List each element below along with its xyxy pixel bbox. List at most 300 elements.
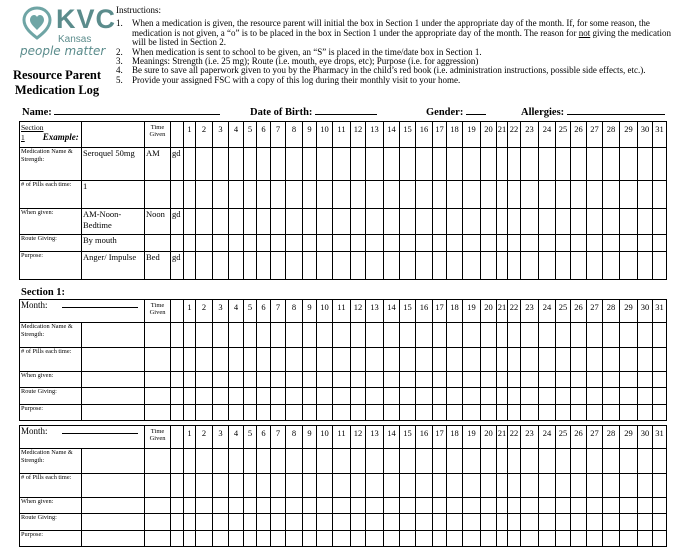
- day-cell[interactable]: [653, 474, 667, 498]
- day-cell[interactable]: [303, 474, 317, 498]
- day-cell[interactable]: [416, 323, 433, 348]
- day-cell[interactable]: [571, 148, 587, 181]
- day-cell[interactable]: [508, 209, 521, 235]
- day-cell[interactable]: [447, 252, 463, 280]
- day-cell[interactable]: [556, 388, 571, 405]
- day-cell[interactable]: [229, 252, 244, 280]
- day-cell[interactable]: [603, 514, 620, 531]
- day-cell[interactable]: [286, 235, 303, 252]
- day-cell[interactable]: [638, 252, 653, 280]
- day-cell[interactable]: [556, 372, 571, 388]
- day-cell[interactable]: [257, 252, 271, 280]
- day-cell[interactable]: [317, 252, 333, 280]
- day-cell[interactable]: [497, 514, 508, 531]
- month-cell[interactable]: [20, 300, 145, 323]
- day-cell[interactable]: [244, 252, 257, 280]
- day-cell[interactable]: [433, 209, 447, 235]
- day-cell[interactable]: [653, 252, 667, 280]
- day-cell[interactable]: [196, 148, 213, 181]
- day-cell[interactable]: [587, 148, 603, 181]
- day-cell[interactable]: [229, 531, 244, 547]
- day-cell[interactable]: [620, 449, 638, 474]
- day-cell[interactable]: [317, 388, 333, 405]
- day-cell[interactable]: [556, 498, 571, 514]
- day-cell[interactable]: [556, 235, 571, 252]
- day-cell[interactable]: [196, 323, 213, 348]
- entry-cell[interactable]: [82, 348, 145, 372]
- day-cell[interactable]: [271, 474, 286, 498]
- day-cell[interactable]: [333, 388, 351, 405]
- day-cell[interactable]: [620, 405, 638, 421]
- day-cell[interactable]: [333, 405, 351, 421]
- gender-field[interactable]: [426, 105, 486, 118]
- day-cell[interactable]: [333, 209, 351, 235]
- day-cell[interactable]: [303, 323, 317, 348]
- day-cell[interactable]: [433, 148, 447, 181]
- day-cell[interactable]: [196, 449, 213, 474]
- day-cell[interactable]: [271, 235, 286, 252]
- day-cell[interactable]: [271, 181, 286, 209]
- day-cell[interactable]: [366, 498, 384, 514]
- allergies-field[interactable]: [521, 105, 665, 118]
- day-cell[interactable]: [257, 148, 271, 181]
- day-cell[interactable]: [303, 348, 317, 372]
- day-cell[interactable]: [653, 181, 667, 209]
- day-cell[interactable]: [653, 405, 667, 421]
- entry-cell[interactable]: [145, 323, 171, 348]
- day-cell[interactable]: [196, 474, 213, 498]
- day-cell[interactable]: [184, 405, 196, 421]
- day-cell[interactable]: [447, 405, 463, 421]
- day-cell[interactable]: [539, 209, 556, 235]
- entry-cell[interactable]: [82, 323, 145, 348]
- day-cell[interactable]: [196, 209, 213, 235]
- day-cell[interactable]: [416, 449, 433, 474]
- day-cell[interactable]: [653, 498, 667, 514]
- day-cell[interactable]: [333, 531, 351, 547]
- day-cell[interactable]: [257, 181, 271, 209]
- day-cell[interactable]: [400, 252, 416, 280]
- day-cell[interactable]: [539, 181, 556, 209]
- day-cell[interactable]: [463, 474, 481, 498]
- day-cell[interactable]: [603, 181, 620, 209]
- day-cell[interactable]: [213, 235, 229, 252]
- day-cell[interactable]: [603, 405, 620, 421]
- day-cell[interactable]: [653, 514, 667, 531]
- day-cell[interactable]: [521, 388, 539, 405]
- day-cell[interactable]: [433, 372, 447, 388]
- day-cell[interactable]: [587, 449, 603, 474]
- day-cell[interactable]: [433, 498, 447, 514]
- day-cell[interactable]: [400, 531, 416, 547]
- day-cell[interactable]: [539, 252, 556, 280]
- day-cell[interactable]: [229, 323, 244, 348]
- day-cell[interactable]: [257, 235, 271, 252]
- day-cell[interactable]: [384, 449, 400, 474]
- day-cell[interactable]: [508, 148, 521, 181]
- day-cell[interactable]: [587, 252, 603, 280]
- day-cell[interactable]: [317, 514, 333, 531]
- day-cell[interactable]: [571, 235, 587, 252]
- day-cell[interactable]: [400, 388, 416, 405]
- day-cell[interactable]: [257, 514, 271, 531]
- day-cell[interactable]: [521, 474, 539, 498]
- day-cell[interactable]: [556, 148, 571, 181]
- day-cell[interactable]: [508, 388, 521, 405]
- day-cell[interactable]: [416, 252, 433, 280]
- day-cell[interactable]: [539, 449, 556, 474]
- day-cell[interactable]: [384, 348, 400, 372]
- day-cell[interactable]: [571, 388, 587, 405]
- day-cell[interactable]: [508, 449, 521, 474]
- day-cell[interactable]: [244, 323, 257, 348]
- day-cell[interactable]: [257, 348, 271, 372]
- day-cell[interactable]: [603, 348, 620, 372]
- day-cell[interactable]: [229, 148, 244, 181]
- day-cell[interactable]: [184, 148, 196, 181]
- day-cell[interactable]: [271, 252, 286, 280]
- day-cell[interactable]: [366, 388, 384, 405]
- day-cell[interactable]: [638, 388, 653, 405]
- day-cell[interactable]: [366, 405, 384, 421]
- day-cell[interactable]: [447, 235, 463, 252]
- day-cell[interactable]: [384, 148, 400, 181]
- day-cell[interactable]: [400, 372, 416, 388]
- day-cell[interactable]: [481, 181, 497, 209]
- day-cell[interactable]: [620, 181, 638, 209]
- day-cell[interactable]: [539, 148, 556, 181]
- day-cell[interactable]: [384, 514, 400, 531]
- day-cell[interactable]: [447, 348, 463, 372]
- day-cell[interactable]: [571, 405, 587, 421]
- day-cell[interactable]: [571, 252, 587, 280]
- day-cell[interactable]: [271, 372, 286, 388]
- day-cell[interactable]: [229, 388, 244, 405]
- day-cell[interactable]: [366, 372, 384, 388]
- day-cell[interactable]: [463, 514, 481, 531]
- day-cell[interactable]: [556, 181, 571, 209]
- day-cell[interactable]: [508, 181, 521, 209]
- day-cell[interactable]: [587, 235, 603, 252]
- day-cell[interactable]: [653, 372, 667, 388]
- day-cell[interactable]: [539, 235, 556, 252]
- day-cell[interactable]: [416, 498, 433, 514]
- day-cell[interactable]: [620, 323, 638, 348]
- day-cell[interactable]: [447, 388, 463, 405]
- day-cell[interactable]: [620, 348, 638, 372]
- day-cell[interactable]: [521, 235, 539, 252]
- day-cell[interactable]: [497, 148, 508, 181]
- entry-cell[interactable]: [171, 449, 184, 474]
- day-cell[interactable]: [303, 372, 317, 388]
- day-cell[interactable]: [184, 252, 196, 280]
- day-cell[interactable]: [416, 514, 433, 531]
- day-cell[interactable]: [556, 323, 571, 348]
- day-cell[interactable]: [384, 181, 400, 209]
- day-cell[interactable]: [497, 348, 508, 372]
- entry-cell[interactable]: [171, 372, 184, 388]
- day-cell[interactable]: [229, 209, 244, 235]
- day-cell[interactable]: [497, 323, 508, 348]
- day-cell[interactable]: [587, 474, 603, 498]
- day-cell[interactable]: [638, 323, 653, 348]
- day-cell[interactable]: [244, 235, 257, 252]
- day-cell[interactable]: [416, 148, 433, 181]
- day-cell[interactable]: [333, 514, 351, 531]
- day-cell[interactable]: [257, 209, 271, 235]
- day-cell[interactable]: [213, 405, 229, 421]
- day-cell[interactable]: [229, 498, 244, 514]
- day-cell[interactable]: [351, 388, 366, 405]
- day-cell[interactable]: [497, 181, 508, 209]
- day-cell[interactable]: [481, 531, 497, 547]
- day-cell[interactable]: [317, 148, 333, 181]
- day-cell[interactable]: [213, 449, 229, 474]
- day-cell[interactable]: [433, 474, 447, 498]
- day-cell[interactable]: [481, 388, 497, 405]
- day-cell[interactable]: [521, 252, 539, 280]
- entry-cell[interactable]: [145, 348, 171, 372]
- day-cell[interactable]: [497, 209, 508, 235]
- day-cell[interactable]: [271, 449, 286, 474]
- day-cell[interactable]: [481, 474, 497, 498]
- day-cell[interactable]: [303, 388, 317, 405]
- day-cell[interactable]: [463, 209, 481, 235]
- day-cell[interactable]: [556, 209, 571, 235]
- day-cell[interactable]: [400, 449, 416, 474]
- day-cell[interactable]: [333, 252, 351, 280]
- day-cell[interactable]: [620, 372, 638, 388]
- day-cell[interactable]: [400, 498, 416, 514]
- day-cell[interactable]: [196, 531, 213, 547]
- day-cell[interactable]: [317, 474, 333, 498]
- day-cell[interactable]: [366, 209, 384, 235]
- day-cell[interactable]: [286, 372, 303, 388]
- day-cell[interactable]: [184, 209, 196, 235]
- day-cell[interactable]: [571, 372, 587, 388]
- entry-cell[interactable]: [145, 449, 171, 474]
- day-cell[interactable]: [351, 323, 366, 348]
- day-cell[interactable]: [257, 323, 271, 348]
- day-cell[interactable]: [213, 323, 229, 348]
- day-cell[interactable]: [587, 372, 603, 388]
- day-cell[interactable]: [351, 405, 366, 421]
- day-cell[interactable]: [497, 405, 508, 421]
- day-cell[interactable]: [196, 372, 213, 388]
- day-cell[interactable]: [603, 531, 620, 547]
- day-cell[interactable]: [400, 209, 416, 235]
- day-cell[interactable]: [351, 474, 366, 498]
- day-cell[interactable]: [539, 498, 556, 514]
- empty-cell[interactable]: [145, 235, 171, 252]
- day-cell[interactable]: [351, 449, 366, 474]
- day-cell[interactable]: [229, 474, 244, 498]
- day-cell[interactable]: [416, 388, 433, 405]
- day-cell[interactable]: [317, 498, 333, 514]
- day-cell[interactable]: [286, 449, 303, 474]
- day-cell[interactable]: [384, 372, 400, 388]
- day-cell[interactable]: [303, 181, 317, 209]
- day-cell[interactable]: [620, 148, 638, 181]
- day-cell[interactable]: [400, 474, 416, 498]
- day-cell[interactable]: [184, 449, 196, 474]
- day-cell[interactable]: [571, 323, 587, 348]
- month-input-line[interactable]: [62, 426, 138, 434]
- day-cell[interactable]: [196, 405, 213, 421]
- day-cell[interactable]: [620, 252, 638, 280]
- day-cell[interactable]: [184, 388, 196, 405]
- day-cell[interactable]: [271, 388, 286, 405]
- day-cell[interactable]: [508, 252, 521, 280]
- day-cell[interactable]: [244, 148, 257, 181]
- day-cell[interactable]: [317, 235, 333, 252]
- day-cell[interactable]: [571, 474, 587, 498]
- day-cell[interactable]: [638, 181, 653, 209]
- day-cell[interactable]: [229, 405, 244, 421]
- day-cell[interactable]: [229, 449, 244, 474]
- day-cell[interactable]: [271, 405, 286, 421]
- day-cell[interactable]: [366, 181, 384, 209]
- day-cell[interactable]: [556, 348, 571, 372]
- day-cell[interactable]: [521, 449, 539, 474]
- day-cell[interactable]: [366, 474, 384, 498]
- day-cell[interactable]: [400, 323, 416, 348]
- day-cell[interactable]: [556, 405, 571, 421]
- entry-cell[interactable]: [171, 498, 184, 514]
- day-cell[interactable]: [571, 498, 587, 514]
- day-cell[interactable]: [257, 405, 271, 421]
- day-cell[interactable]: [497, 372, 508, 388]
- day-cell[interactable]: [286, 405, 303, 421]
- day-cell[interactable]: [638, 148, 653, 181]
- day-cell[interactable]: [638, 209, 653, 235]
- day-cell[interactable]: [447, 498, 463, 514]
- day-cell[interactable]: [271, 348, 286, 372]
- day-cell[interactable]: [196, 388, 213, 405]
- day-cell[interactable]: [508, 498, 521, 514]
- day-cell[interactable]: [463, 405, 481, 421]
- day-cell[interactable]: [521, 498, 539, 514]
- day-cell[interactable]: [184, 372, 196, 388]
- day-cell[interactable]: [638, 372, 653, 388]
- day-cell[interactable]: [603, 449, 620, 474]
- day-cell[interactable]: [213, 181, 229, 209]
- day-cell[interactable]: [481, 235, 497, 252]
- day-cell[interactable]: [587, 181, 603, 209]
- day-cell[interactable]: [638, 498, 653, 514]
- day-cell[interactable]: [286, 252, 303, 280]
- day-cell[interactable]: [317, 323, 333, 348]
- day-cell[interactable]: [366, 531, 384, 547]
- day-cell[interactable]: [653, 323, 667, 348]
- day-cell[interactable]: [587, 514, 603, 531]
- day-cell[interactable]: [463, 181, 481, 209]
- day-cell[interactable]: [603, 498, 620, 514]
- day-cell[interactable]: [184, 181, 196, 209]
- day-cell[interactable]: [366, 148, 384, 181]
- day-cell[interactable]: [286, 531, 303, 547]
- day-cell[interactable]: [416, 348, 433, 372]
- day-cell[interactable]: [416, 209, 433, 235]
- day-cell[interactable]: [571, 531, 587, 547]
- day-cell[interactable]: [539, 514, 556, 531]
- day-cell[interactable]: [196, 514, 213, 531]
- day-cell[interactable]: [400, 405, 416, 421]
- entry-cell[interactable]: [145, 531, 171, 547]
- day-cell[interactable]: [229, 348, 244, 372]
- day-cell[interactable]: [351, 514, 366, 531]
- day-cell[interactable]: [366, 252, 384, 280]
- empty-cell[interactable]: [145, 181, 171, 209]
- day-cell[interactable]: [571, 181, 587, 209]
- day-cell[interactable]: [447, 449, 463, 474]
- day-cell[interactable]: [539, 372, 556, 388]
- day-cell[interactable]: [638, 474, 653, 498]
- day-cell[interactable]: [286, 148, 303, 181]
- day-cell[interactable]: [447, 372, 463, 388]
- day-cell[interactable]: [433, 388, 447, 405]
- day-cell[interactable]: [317, 531, 333, 547]
- day-cell[interactable]: [257, 474, 271, 498]
- day-cell[interactable]: [603, 148, 620, 181]
- day-cell[interactable]: [587, 348, 603, 372]
- day-cell[interactable]: [271, 209, 286, 235]
- empty-cell[interactable]: [171, 181, 184, 209]
- day-cell[interactable]: [587, 498, 603, 514]
- day-cell[interactable]: [603, 323, 620, 348]
- day-cell[interactable]: [603, 388, 620, 405]
- entry-cell[interactable]: [171, 323, 184, 348]
- day-cell[interactable]: [497, 388, 508, 405]
- day-cell[interactable]: [384, 388, 400, 405]
- day-cell[interactable]: [366, 449, 384, 474]
- day-cell[interactable]: [463, 388, 481, 405]
- day-cell[interactable]: [447, 531, 463, 547]
- day-cell[interactable]: [521, 514, 539, 531]
- day-cell[interactable]: [257, 498, 271, 514]
- day-cell[interactable]: [303, 449, 317, 474]
- day-cell[interactable]: [463, 372, 481, 388]
- day-cell[interactable]: [213, 372, 229, 388]
- entry-cell[interactable]: [145, 372, 171, 388]
- day-cell[interactable]: [508, 474, 521, 498]
- day-cell[interactable]: [416, 474, 433, 498]
- day-cell[interactable]: [447, 323, 463, 348]
- day-cell[interactable]: [463, 252, 481, 280]
- day-cell[interactable]: [286, 209, 303, 235]
- day-cell[interactable]: [213, 252, 229, 280]
- day-cell[interactable]: [244, 181, 257, 209]
- entry-cell[interactable]: [82, 514, 145, 531]
- day-cell[interactable]: [571, 449, 587, 474]
- day-cell[interactable]: [303, 405, 317, 421]
- dob-field[interactable]: [250, 105, 377, 118]
- day-cell[interactable]: [257, 388, 271, 405]
- day-cell[interactable]: [653, 148, 667, 181]
- day-cell[interactable]: [497, 235, 508, 252]
- day-cell[interactable]: [400, 181, 416, 209]
- entry-cell[interactable]: [171, 388, 184, 405]
- day-cell[interactable]: [508, 372, 521, 388]
- entry-cell[interactable]: [171, 514, 184, 531]
- day-cell[interactable]: [508, 531, 521, 547]
- day-cell[interactable]: [620, 235, 638, 252]
- day-cell[interactable]: [521, 372, 539, 388]
- day-cell[interactable]: [521, 181, 539, 209]
- day-cell[interactable]: [303, 235, 317, 252]
- day-cell[interactable]: [463, 348, 481, 372]
- name-field[interactable]: [22, 105, 220, 118]
